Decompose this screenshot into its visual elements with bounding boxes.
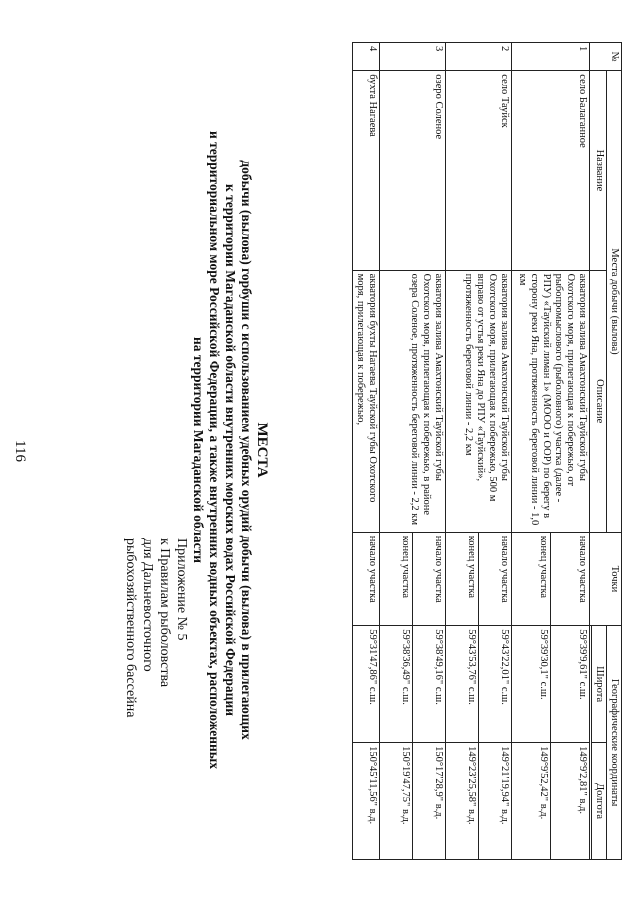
fishing-places-table xyxy=(352,42,622,860)
header-latitude: Широта xyxy=(592,626,607,743)
row-latitude: 59°43'22,01" с.ш. xyxy=(479,626,512,743)
appendix-line-1: Приложение № 5 xyxy=(174,538,189,641)
document-heading xyxy=(190,60,270,840)
table-header-row xyxy=(592,43,607,860)
row-description: акватория залива Амахтонский Тауйской губы Охотского моря, прилегающая к побережью, в районе озера Соленое, протяженность береговой линии - 2,2 км xyxy=(380,270,446,532)
header-points: Точки xyxy=(590,532,622,626)
row-name: село Балаганное xyxy=(512,71,590,270)
table-row xyxy=(479,43,512,860)
heading-line-2: к территории Магаданской области внутренних морских водах Российской Федерации xyxy=(223,183,238,716)
heading-line-1: добычи (вылова) горбуши с использованием удебных орудий добычи (вылова) в прилегающих xyxy=(239,160,254,740)
row-longitude: 149°9'2,81" в.д. xyxy=(551,743,590,860)
appendix-line-2: к Правилам рыболовства xyxy=(157,538,172,688)
row-name: село Тауйск xyxy=(446,71,512,270)
appendix-line-4: рыбохозяйственного бассейна xyxy=(123,538,138,718)
row-latitude: 59°39'30,1" с.ш. xyxy=(512,626,551,743)
page-number: 116 xyxy=(12,440,28,462)
header-places: Места добычи (вылова) xyxy=(607,71,622,532)
table-row xyxy=(353,43,380,860)
row-latitude: 59°43'53,76" с.ш. xyxy=(446,626,479,743)
row-latitude: 59°31'47,86" с.ш. xyxy=(353,626,380,743)
table-header-row xyxy=(607,43,622,860)
row-name: бухта Нагаева xyxy=(353,71,380,270)
heading-line-3: и территориальном море Российской Федерации, а также внутренних водных объектах, расположенных xyxy=(207,130,222,770)
row-point: начало участка xyxy=(353,532,380,626)
row-description: акватория залива Амахтонский Тауйской губы Охотского моря, прилегающая к побережью, от рыбопромыслового (рыболовного) участка (далее - РПУ) «Тауйский лиман 1» (МООО и ООР) по берегу в сторону реки Яна, протяженность береговой линии - 1,0 км xyxy=(512,270,590,532)
appendix-block xyxy=(122,538,190,717)
row-description: акватория залива Амахтонский Тауйской губы Охотского моря, прилегающая к побережью, 500 м вправо от устья реки Яна до РПУ «Тауйский», протяженность береговой линии - 2,2 км xyxy=(446,270,512,532)
table-row xyxy=(551,43,590,860)
header-number: № xyxy=(590,43,622,71)
row-latitude: 59°38'49,16" с.ш. xyxy=(413,626,446,743)
row-point: начало участка xyxy=(413,532,446,626)
row-number: 2 xyxy=(446,43,512,71)
header-name: Название xyxy=(590,71,607,270)
heading-line-4: на территории Магаданской области xyxy=(191,336,206,564)
row-longitude: 150°17'28,9" в.д. xyxy=(413,743,446,860)
row-latitude: 59°39'9,61" с.ш. xyxy=(551,626,590,743)
row-point: начало участка xyxy=(551,532,590,626)
row-number: 4 xyxy=(353,43,380,71)
row-longitude: 149°9'52,42" в.д. xyxy=(512,743,551,860)
header-description: Описание xyxy=(590,270,607,532)
appendix-line-3: для Дальневосточного xyxy=(140,538,155,672)
row-point: начало участка xyxy=(479,532,512,626)
row-latitude: 59°38'36,49" с.ш. xyxy=(380,626,413,743)
row-longitude: 149°23'25,58" в.д. xyxy=(446,743,479,860)
row-point: конец участка xyxy=(380,532,413,626)
row-name: озеро Соленое xyxy=(380,71,446,270)
row-longitude: 150°45'11,56" в.д. xyxy=(353,743,380,860)
row-longitude: 149°21'19,94" в.д. xyxy=(479,743,512,860)
row-number: 1 xyxy=(512,43,590,71)
row-point: конец участка xyxy=(512,532,551,626)
heading-title: МЕСТА xyxy=(254,422,270,478)
header-geo-coordinates: Географические координаты xyxy=(607,626,622,860)
row-point: конец участка xyxy=(446,532,479,626)
row-longitude: 150°19'47,75" в.д. xyxy=(380,743,413,860)
header-longitude: Долгота xyxy=(592,743,607,860)
row-number: 3 xyxy=(380,43,446,71)
table-row xyxy=(413,43,446,860)
row-description: акватория бухты Нагаева Тауйской губы Охотского моря, прилегающая к побережью, xyxy=(353,270,380,532)
